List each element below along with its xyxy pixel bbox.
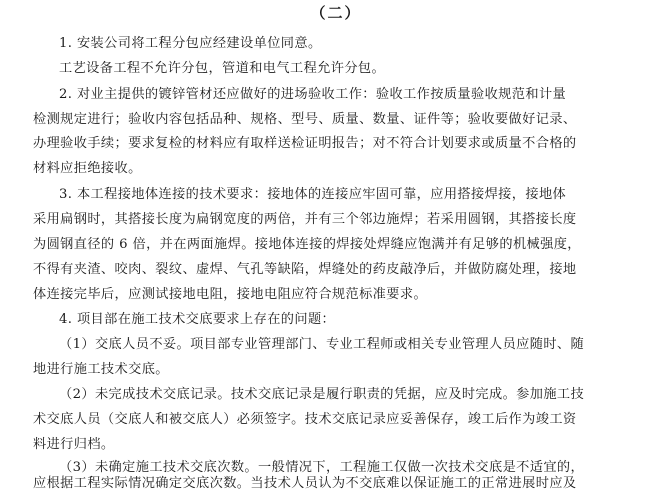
text-line: 检测规定进行；验收内容包括品种、规格、型号、质量、数量、证件等；验收要做好记录、 <box>33 112 577 127</box>
text-line: 应根据工程实际情况确定交底次数。当技术人员认为不交底难以保证施工的正常进展时应及 <box>33 476 577 491</box>
section-title: （二） <box>310 4 362 22</box>
text-line: 工艺设备工程不允许分包，管道和电气工程允许分包。 <box>59 61 386 76</box>
text-line: 采用扁钢时，其搭接长度为扁钢宽度的两倍，并有三个邻边施焊；若采用圆钢，其搭接长度 <box>33 212 577 227</box>
text-line: 办理验收手续；要求复检的材料应有取样送检证明报告；对不符合计划要求或质量不合格的 <box>33 136 577 151</box>
text-line: 4. 项目部在施工技术交底要求上存在的问题： <box>59 312 336 327</box>
text-line: 2. 对业主提供的镀锌管材还应做好的进场验收工作：验收工作按质量验收规范和计量 <box>59 87 567 102</box>
text-line: 体连接完毕后，应测试接地电阻，接地电阻应符合规范标准要求。 <box>33 287 428 302</box>
text-line: 不得有夹渣、咬肉、裂纹、虚焊、气孔等缺陷，焊缝处的药皮敲净后，并做防腐处理，接地 <box>33 262 577 277</box>
text-line: 料进行归档。 <box>33 437 115 452</box>
text-line: 1. 安装公司将工程分包应经建设单位同意。 <box>59 36 322 51</box>
text-line: （2）未完成技术交底记录。技术交底记录是履行职责的凭据，应及时完成。参加施工技 <box>59 387 585 402</box>
text-line: 地进行施工技术交底。 <box>33 362 169 377</box>
text-line: （1）交底人员不妥。项目部专业管理部门、专业工程师或相关专业管理人员应随时、随 <box>59 337 585 352</box>
text-line: 材料应拒绝接收。 <box>33 161 142 176</box>
text-line: 为圆钢直径的 6 倍，并在两面施焊。接地体连接的焊接处焊缝应饱满并有足够的机械强度， <box>33 237 581 252</box>
text-line: 3. 本工程接地体连接的技术要求：接地体的连接应牢固可靠，应用搭接焊接，接地体 <box>59 187 567 202</box>
text-line: 术交底人员（交底人和被交底人）必须签字。技术交底记录应妥善保存，竣工后作为竣工资 <box>33 412 577 427</box>
text-line: （3）未确定施工技术交底次数。一般情况下，工程施工仅做一次技术交底是不适宜的， <box>59 460 585 475</box>
